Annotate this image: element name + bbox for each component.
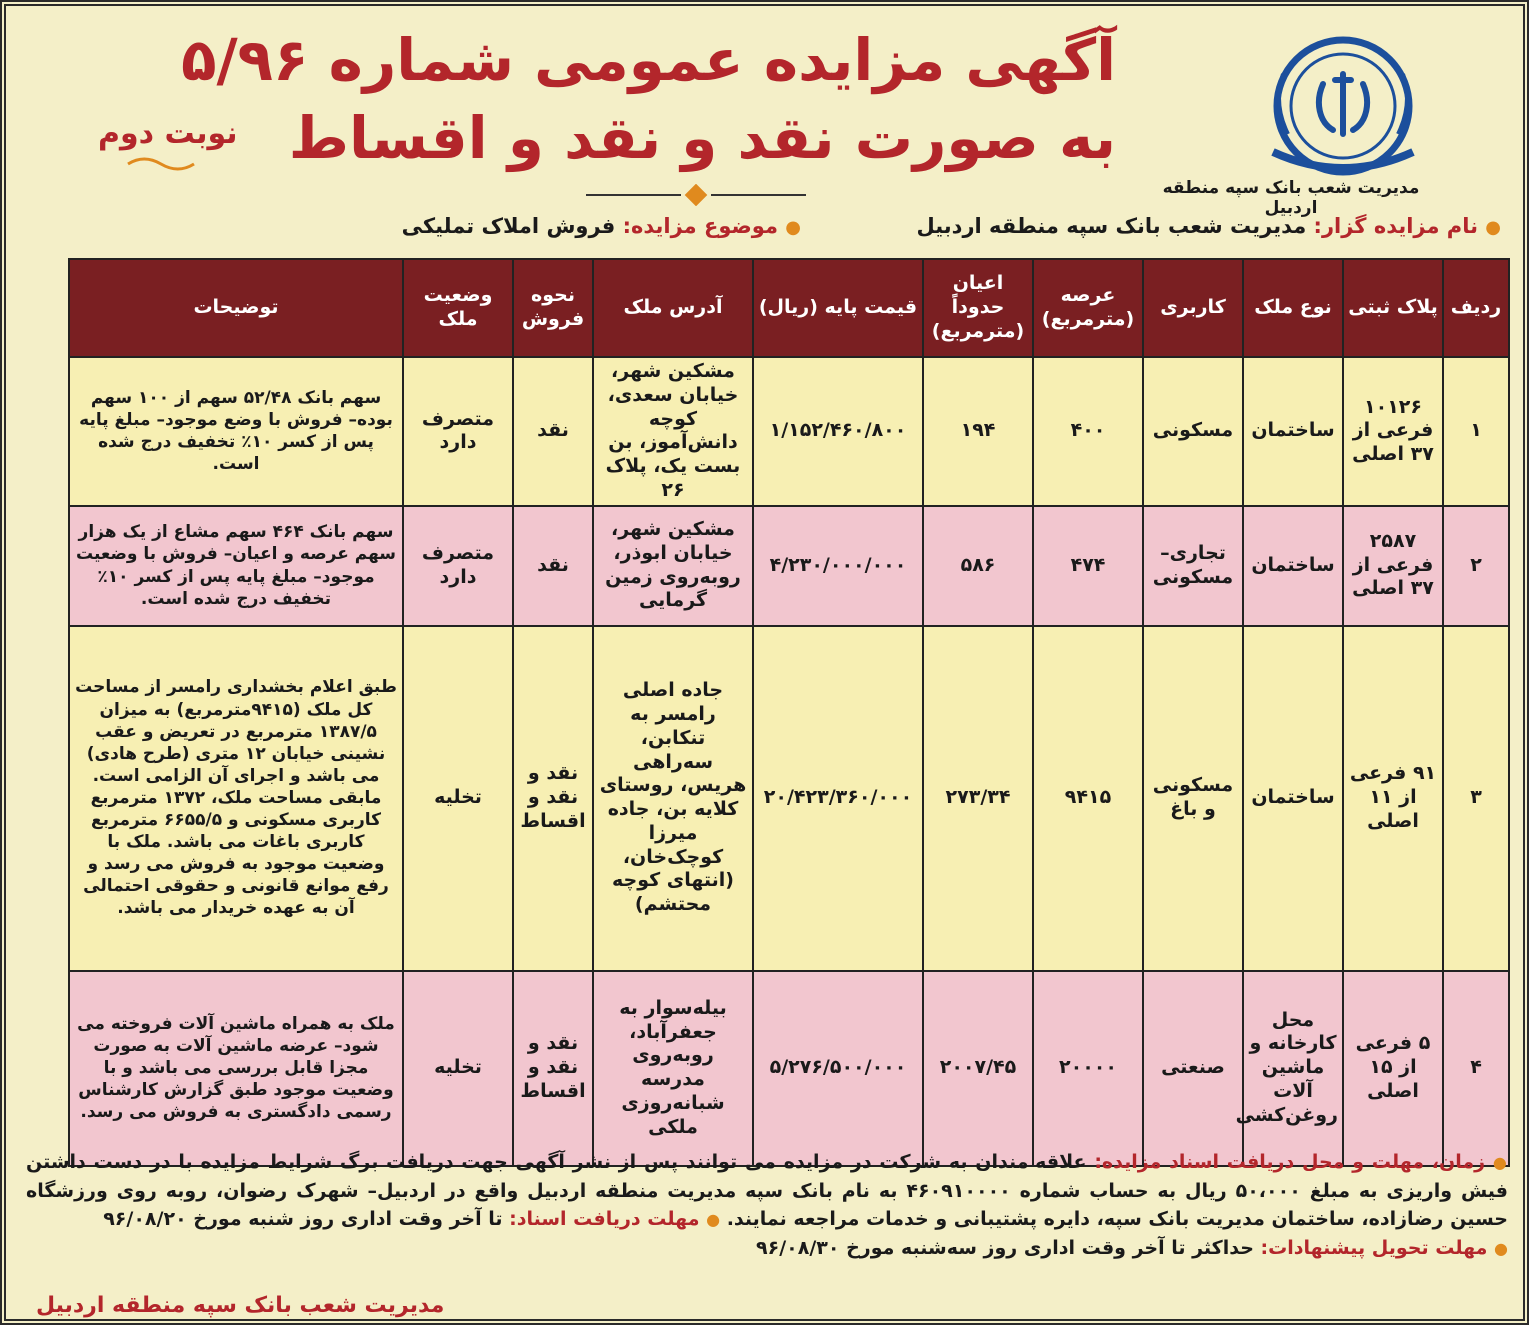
cell-base-price: ۵/۲۷۶/۵۰۰/۰۰۰ <box>753 971 923 1166</box>
second-publication-badge: نوبت دوم <box>98 116 238 151</box>
cell-address: مشکین شهر، خیابان سعدی، کوچه دانش‌آموز، بن بست یک، پلاک ۲۶ <box>593 357 753 506</box>
divider-ornament-icon <box>586 184 806 206</box>
cell-row-number: ۱ <box>1443 357 1509 506</box>
cell-building-area: ۲۰۰۷/۴۵ <box>923 971 1033 1166</box>
subject-line <box>402 214 801 238</box>
cell-land-area: ۴۷۴ <box>1033 506 1143 626</box>
docs-text: علاقه مندان به شرکت در مزایده می توانند پس از نشر آگهی جهت دریافت برگ شرایط مزایده با در دست داشتن فیش واریزی به مبلغ ۵۰،۰۰۰ ریال به حساب شماره ۴۶۰۹۱۰۰۰۰ به نام بانک سپه مدیریت منطقه اردبیل واقع در اردبیل– شهرک رضوان، روبه روی ورزشگاه حسین رضازاده، ساختمان مدیریت بانک سپه، دایره پشتیبانی و خدمات مراجعه نمایند. <box>26 1151 1508 1230</box>
cell-row-number: ۲ <box>1443 506 1509 626</box>
cell-usage: صنعتی <box>1143 971 1243 1166</box>
notice-header <box>6 6 1523 218</box>
bullet-icon: ● <box>706 1210 721 1229</box>
cell-property-type: محل کارخانه و ماشین آلات روغن‌کشی <box>1243 971 1343 1166</box>
cell-land-area: ۹۴۱۵ <box>1033 626 1143 971</box>
cell-usage: مسکونی <box>1143 357 1243 506</box>
bullet-icon: ● <box>785 217 801 238</box>
cell-property-type: ساختمان <box>1243 506 1343 626</box>
bullet-icon: ● <box>1485 217 1501 238</box>
cell-address: جاده اصلی رامسر به تنکابن، سه‌راهی هریس، روستای کلایه بن، جاده میرزا کوچک‌خان، (انتهای کوچه محتشم) <box>593 626 753 971</box>
notice-subtitle: به صورت نقد و نقد و اقساط <box>288 104 1116 172</box>
col-header: پلاک ثبتی <box>1343 259 1443 357</box>
col-header: قیمت پایه (ریال) <box>753 259 923 357</box>
cell-base-price: ۲۰/۴۲۳/۳۶۰/۰۰۰ <box>753 626 923 971</box>
cell-usage: تجاری– مسکونی <box>1143 506 1243 626</box>
docs-label: زمان، مهلت و محل دریافت اسناد مزایده: <box>1094 1151 1486 1173</box>
cell-status: تخلیه <box>403 626 513 971</box>
col-header: توضیحات <box>69 259 403 357</box>
cell-sale-method: نقد و نقد و اقساط <box>513 971 593 1166</box>
offers-paragraph <box>26 1234 1508 1263</box>
cell-description: سهم بانک ۴۶۴ سهم مشاع از یک هزار سهم عرصه و اعیان– فروش با وضعیت موجود– مبلغ پایه پس از کسر ۱۰٪ تخفیف درج شده است. <box>69 506 403 626</box>
cell-address: بیله‌سوار به جعفرآباد، روبه‌روی مدرسه شبانه‌روزی ملکی <box>593 971 753 1166</box>
cell-plaque: ۵ فرعی از ۱۵ اصلی <box>1343 971 1443 1166</box>
deadline-label: مهلت دریافت اسناد: <box>509 1208 700 1230</box>
bank-caption: مدیریت شعب بانک سپه منطقه اردبیل <box>1162 178 1420 218</box>
docs-paragraph <box>26 1148 1508 1234</box>
cell-usage: مسکونی و باغ <box>1143 626 1243 971</box>
cell-base-price: ۴/۲۳۰/۰۰۰/۰۰۰ <box>753 506 923 626</box>
properties-table <box>68 258 1510 1167</box>
organizer-line <box>916 214 1501 238</box>
notice-footer <box>26 1148 1508 1263</box>
cell-sale-method: نقد <box>513 506 593 626</box>
col-header: آدرس ملک <box>593 259 753 357</box>
col-header: کاربری <box>1143 259 1243 357</box>
table-row <box>69 971 1509 1166</box>
table-row <box>69 506 1509 626</box>
cell-property-type: ساختمان <box>1243 357 1343 506</box>
cell-property-type: ساختمان <box>1243 626 1343 971</box>
cell-building-area: ۱۹۴ <box>923 357 1033 506</box>
col-header: نوع ملک <box>1243 259 1343 357</box>
col-header: وضعیت ملک <box>403 259 513 357</box>
col-header: عرصه (مترمربع) <box>1033 259 1143 357</box>
cell-building-area: ۵۸۶ <box>923 506 1033 626</box>
offers-text: حداکثر تا آخر وقت اداری روز سه‌شنبه مورخ ۹۶/۰۸/۳۰ <box>756 1237 1254 1259</box>
table-header-row <box>69 259 1509 357</box>
col-header: ردیف <box>1443 259 1509 357</box>
bank-sepah-logo-icon <box>1253 34 1433 184</box>
cell-sale-method: نقد و نقد و اقساط <box>513 626 593 971</box>
cell-description: سهم بانک ۵۲/۴۸ سهم از ۱۰۰ سهم بوده– فروش با وضع موجود– مبلغ پایه پس از کسر ۱۰٪ تخفیف درج شده است. <box>69 357 403 506</box>
organizer-value: مدیریت شعب بانک سپه منطقه اردبیل <box>916 214 1307 238</box>
cell-building-area: ۲۷۳/۳۴ <box>923 626 1033 971</box>
offers-label: مهلت تحویل پیشنهادات: <box>1260 1237 1488 1259</box>
cell-description: طبق اعلام بخشداری رامسر از مساحت کل ملک (۹۴۱۵مترمربع) به میزان ۱۳۸۷/۵ مترمربع در تعریض و عقب نشینی خیابان ۱۲ متری (طرح هادی) می باشد و اجرای آن الزامی است. مابقی مساحت ملک، ۱۳۷۲ مترمربع کاربری مسکونی و ۶۶۵۵/۵ مترمربع کاربری باغات می باشد. ملک با وضعیت موجود به فروش می رسد و رفع موانع قانونی و حقوقی احتمالی آن به عهده خریدار می باشد. <box>69 626 403 971</box>
cell-plaque: ۱۰۱۲۶ فرعی از ۳۷ اصلی <box>1343 357 1443 506</box>
cell-status: متصرف دارد <box>403 506 513 626</box>
table-row <box>69 626 1509 971</box>
badge-swirl-icon <box>126 154 196 174</box>
notice-title: آگهی مزایده عمومی شماره ۵/۹۶ <box>181 26 1116 94</box>
cell-address: مشکین شهر، خیابان ابوذر، روبه‌روی زمین گرمایی <box>593 506 753 626</box>
cell-description: ملک به همراه ماشین آلات فروخته می شود– عرضه ماشین آلات به صورت مجزا قابل بررسی می باشد و با وضعیت موجود طبق گزارش کارشناس رسمی دادگستری به فروش می رسد. <box>69 971 403 1166</box>
organizer-label: نام مزایده گزار: <box>1313 214 1478 238</box>
signature: مدیریت شعب بانک سپه منطقه اردبیل <box>36 1293 445 1318</box>
cell-row-number: ۳ <box>1443 626 1509 971</box>
table-row <box>69 357 1509 506</box>
cell-plaque: ۲۵۸۷ فرعی از ۳۷ اصلی <box>1343 506 1443 626</box>
cell-sale-method: نقد <box>513 357 593 506</box>
cell-status: متصرف دارد <box>403 357 513 506</box>
subject-label: موضوع مزایده: <box>622 214 778 238</box>
bullet-icon: ● <box>1494 1239 1508 1258</box>
col-header: اعیان حدوداً (مترمربع) <box>923 259 1033 357</box>
cell-plaque: ۹۱ فرعی از ۱۱ اصلی <box>1343 626 1443 971</box>
cell-land-area: ۲۰۰۰۰ <box>1033 971 1143 1166</box>
subject-value: فروش املاک تملیکی <box>401 214 616 238</box>
cell-status: تخلیه <box>403 971 513 1166</box>
cell-row-number: ۴ <box>1443 971 1509 1166</box>
deadline-text: تا آخر وقت اداری روز شنبه مورخ ۹۶/۰۸/۲۰ <box>103 1208 503 1230</box>
cell-base-price: ۱/۱۵۲/۴۶۰/۸۰۰ <box>753 357 923 506</box>
cell-land-area: ۴۰۰ <box>1033 357 1143 506</box>
col-header: نحوه فروش <box>513 259 593 357</box>
bullet-icon: ● <box>1492 1153 1508 1172</box>
